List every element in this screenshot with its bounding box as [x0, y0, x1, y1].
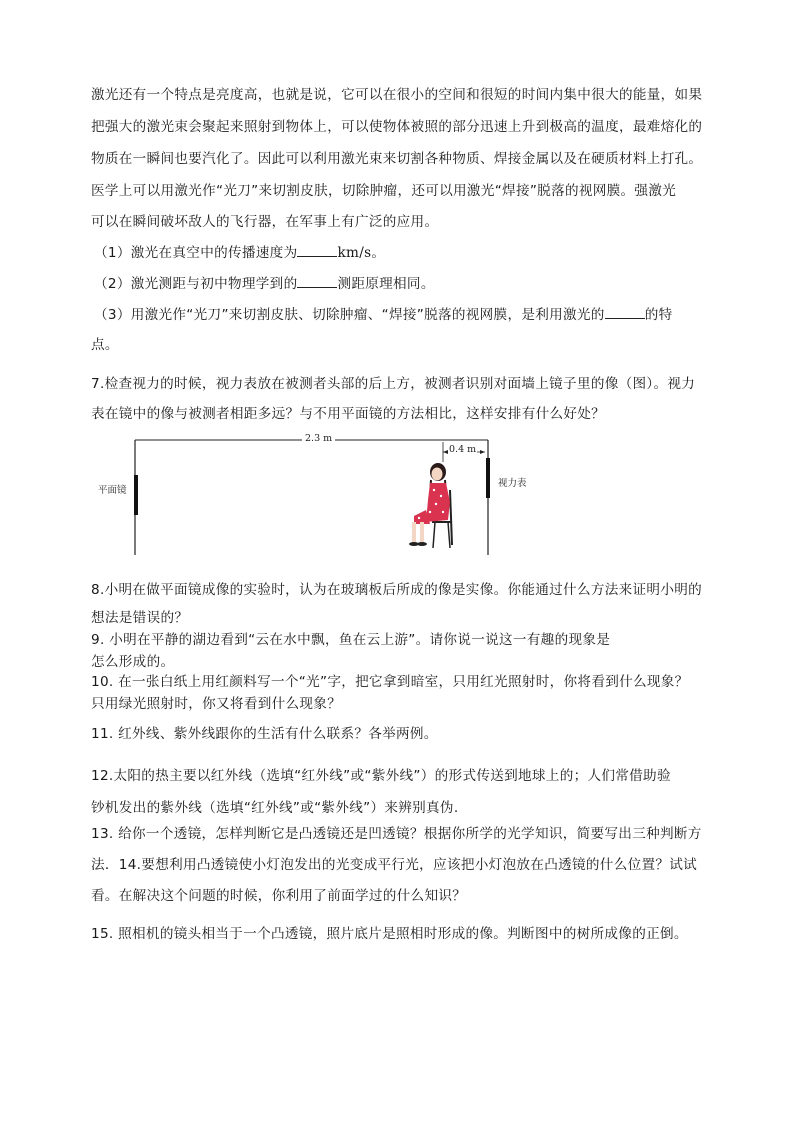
paragraph-line: 可以在瞬间破坏敌人的飞行器，在军事上有广泛的应用。	[91, 214, 439, 230]
question-9-cont: 怎么形成的。	[91, 654, 175, 670]
q6-subquestion-2	[94, 272, 435, 292]
paragraph-line: 物质在一瞬间也要汽化了。因此可以利用激光束来切割各种物质、焊接金属以及在硬质材料上打孔。	[91, 151, 703, 167]
person-icon	[409, 463, 450, 546]
q6-2-text: （2）激光测距与初中物理学到的	[94, 276, 298, 292]
q6-3-text: （3）用激光作“光刀”来切割皮肤、切除肿瘤、“焊接”脱落的视网膜，是利用激光的	[94, 307, 605, 323]
q6-2-text-end: 测距原理相同。	[337, 276, 435, 292]
eye-test-figure	[98, 430, 527, 560]
short-distance-label: 0.4 m	[449, 444, 477, 455]
question-15: 15. 照相机的镜头相当于一个凸透镜，照片底片是照相时形成的像。判断图中的树所成像的正倒。	[91, 926, 688, 942]
q6-subquestion-1	[94, 241, 385, 261]
q6-1-unit: km/s。	[337, 245, 386, 261]
q6-3-text-end: 的特	[644, 307, 673, 323]
answer-blank[interactable]	[297, 275, 337, 288]
question-8: 8.小明在做平面镜成像的实验时，认为在玻璃板后所成的像是实像。你能通过什么方法来证明小明的	[91, 582, 702, 598]
q6-1-text: （1）激光在真空中的传播速度为	[94, 245, 298, 261]
paragraph-line: 激光还有一个特点是亮度高，也就是说，它可以在很小的空间和很短的时间内集中很大的能量，如果	[91, 87, 703, 103]
q6-subquestion-3-cont: 点。	[91, 337, 119, 353]
total-distance-label: 2.3 m	[302, 433, 335, 444]
paragraph-line: 把强大的激光束会聚起来照射到物体上，可以使物体被照的部分迅速上升到极高的温度，最难熔化的	[91, 119, 703, 135]
question-7-cont: 表在镜中的像与被测者相距多远？与不用平面镜的方法相比，这样安排有什么好处？	[91, 406, 606, 422]
question-10: 10. 在一张白纸上用红颜料写一个“光”字，把它拿到暗室，只用红光照射时，你将看到什么现象？	[91, 674, 689, 690]
question-11: 11. 红外线、紫外线跟你的生活有什么联系？各举两例。	[91, 726, 438, 742]
question-9: 9. 小明在平静的湖边看到“云在水中飘，鱼在云上游”。请你说一说这一有趣的现象是	[91, 632, 611, 648]
mirror-label: 平面镜	[98, 485, 127, 496]
question-10-cont: 只用绿光照射时，你又将看到什么现象？	[91, 696, 342, 712]
question-8-cont: 想法是错误的？	[91, 610, 189, 626]
question-13-cont: 法．14.要想利用凸透镜使小灯泡发出的光变成平行光，应该把小灯泡放在凸透镜的什么位置？试试	[91, 857, 698, 873]
eye-chart-icon	[486, 458, 490, 498]
paragraph-line: 医学上可以用激光作“光刀”来切割皮肤，切除肿瘤，还可以用激光“焊接”脱落的视网膜。强激光	[91, 183, 677, 199]
answer-blank[interactable]	[297, 244, 337, 257]
q6-subquestion-3	[94, 303, 673, 323]
question-13: 13. 给你一个透镜，怎样判断它是凸透镜还是凹透镜？根据你所学的光学知识，简要写出三种判断方	[91, 826, 702, 842]
question-12-cont: 钞机发出的紫外线（选填“红外线”或“紫外线”）来辨别真伪.	[91, 800, 459, 816]
eye-test-diagram	[130, 430, 500, 560]
mirror-icon	[134, 475, 138, 515]
answer-blank[interactable]	[605, 306, 645, 319]
eye-chart-label: 视力表	[498, 478, 527, 489]
question-12: 12.太阳的热主要以红外线（选填“红外线”或“紫外线”）的形式传送到地球上的；人们常借助验	[91, 768, 671, 784]
question-7: 7.检查视力的时候，视力表放在被测者头部的后上方，被测者识别对面墙上镜子里的像（图）。视力	[91, 376, 696, 392]
question-14-cont: 看。在解决这个问题的时候，你利用了前面学过的什么知识？	[91, 888, 467, 904]
